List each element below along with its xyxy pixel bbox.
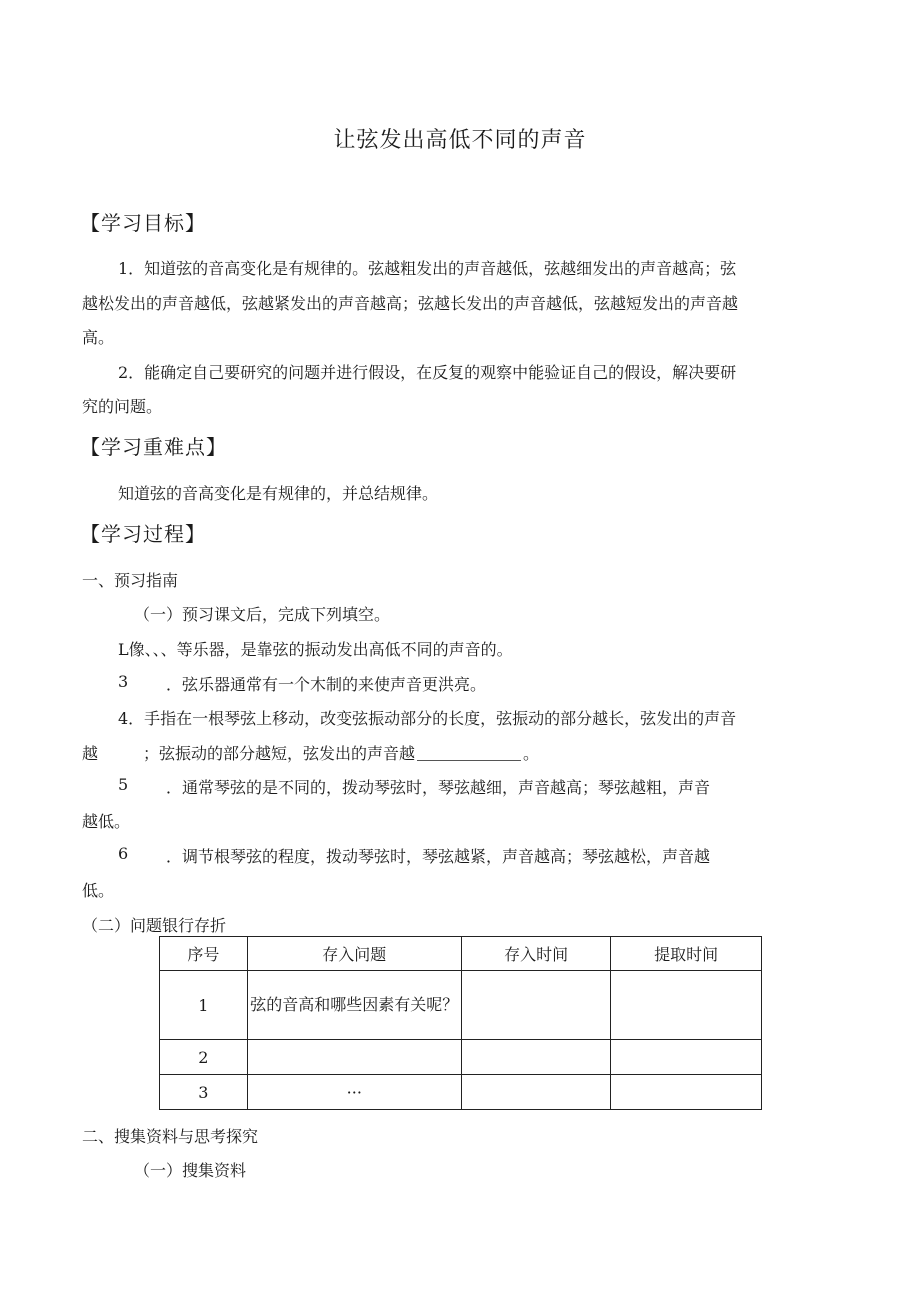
question-bank-table — [159, 936, 762, 1110]
goals-heading: 【学习目标】 — [80, 211, 206, 235]
row-question — [247, 971, 461, 1040]
row-question-text: 弦的音高和哪些因素有关呢？ — [250, 995, 459, 1014]
row-deposit-time[interactable] — [461, 971, 611, 1040]
table-row — [160, 1075, 762, 1110]
preview-item4-line2b: ；弦振动的部分越短，弦发出的声音越 — [143, 744, 416, 763]
preview-item6-line2: 低。 — [82, 881, 115, 900]
row-num: 2 — [160, 1040, 248, 1075]
preview-item6-text: ．调节根琴弦的程度，拨动琴弦时，琴弦越紧，声音越高；琴弦越松，声音越 — [166, 847, 711, 866]
preview-item4-line1: 4．手指在一根琴弦上移动，改变弦振动部分的长度，弦振动的部分越长，弦发出的声音 — [118, 709, 737, 728]
preview-item4-line2a: 越 — [82, 744, 99, 763]
table-row — [160, 1040, 762, 1075]
row-withdraw-time[interactable] — [611, 971, 762, 1040]
goal1-line1: 1．知道弦的音高变化是有规律的。弦越粗发出的声音越低，弦越细发出的声音越高；弦 — [118, 259, 737, 278]
table-header-row — [160, 937, 762, 971]
preview-item3-text: ．弦乐器通常有一个木制的来使声音更洪亮。 — [166, 675, 487, 694]
header-deposit-time: 存入时间 — [461, 937, 611, 971]
research-sub1: （一）搜集资料 — [134, 1161, 247, 1180]
preview-item5-text: ．通常琴弦的是不同的，拨动琴弦时，琴弦越细，声音越高；琴弦越粗，声音 — [166, 778, 711, 797]
preview-sub1: （一）预习课文后，完成下列填空。 — [134, 605, 391, 624]
key-points-heading: 【学习重难点】 — [80, 435, 227, 459]
row-withdraw-time[interactable] — [611, 1075, 762, 1110]
research-heading: 二、搜集资料与思考探究 — [82, 1127, 259, 1146]
goal1-line2: 越松发出的声音越低，弦越紧发出的声音越高；弦越长发出的声音越低，弦越短发出的声音越 — [82, 294, 739, 313]
goal2-line2: 究的问题。 — [82, 397, 163, 416]
row-question[interactable] — [247, 1040, 461, 1075]
preview-item4-line2 — [143, 741, 539, 764]
header-withdraw-time: 提取时间 — [611, 937, 762, 971]
table-row — [160, 971, 762, 1040]
row-withdraw-time[interactable] — [611, 1040, 762, 1075]
goal2-line1: 2．能确定自己要研究的问题并进行假设，在反复的观察中能验证自己的假设，解决要研 — [118, 363, 737, 382]
preview-item6-num: 6 — [118, 844, 129, 863]
preview-heading: 一、预习指南 — [82, 571, 179, 590]
preview-item1: L像、、、等乐器，是靠弦的振动发出高低不同的声音的。 — [118, 640, 513, 659]
preview-item4-line2c: 。 — [523, 744, 540, 763]
row-num: 3 — [160, 1075, 248, 1110]
preview-item5-line2: 越低。 — [82, 812, 131, 831]
key-points-text: 知道弦的音高变化是有规律的，并总结规律。 — [118, 484, 439, 503]
preview-item5-num: 5 — [118, 775, 129, 794]
goal1-line3: 高。 — [82, 328, 115, 347]
preview-sub2: （二）问题银行存折 — [82, 916, 227, 935]
row-deposit-time[interactable] — [461, 1040, 611, 1075]
process-heading: 【学习过程】 — [80, 522, 206, 546]
header-question: 存入问题 — [247, 937, 461, 971]
header-num: 序号 — [160, 937, 248, 971]
page-title: 让弦发出高低不同的声音 — [333, 128, 587, 153]
fill-blank[interactable] — [417, 745, 521, 761]
row-num: 1 — [160, 971, 248, 1040]
row-question: ··· — [247, 1075, 461, 1110]
preview-item3-num: 3 — [118, 672, 129, 691]
row-deposit-time[interactable] — [461, 1075, 611, 1110]
